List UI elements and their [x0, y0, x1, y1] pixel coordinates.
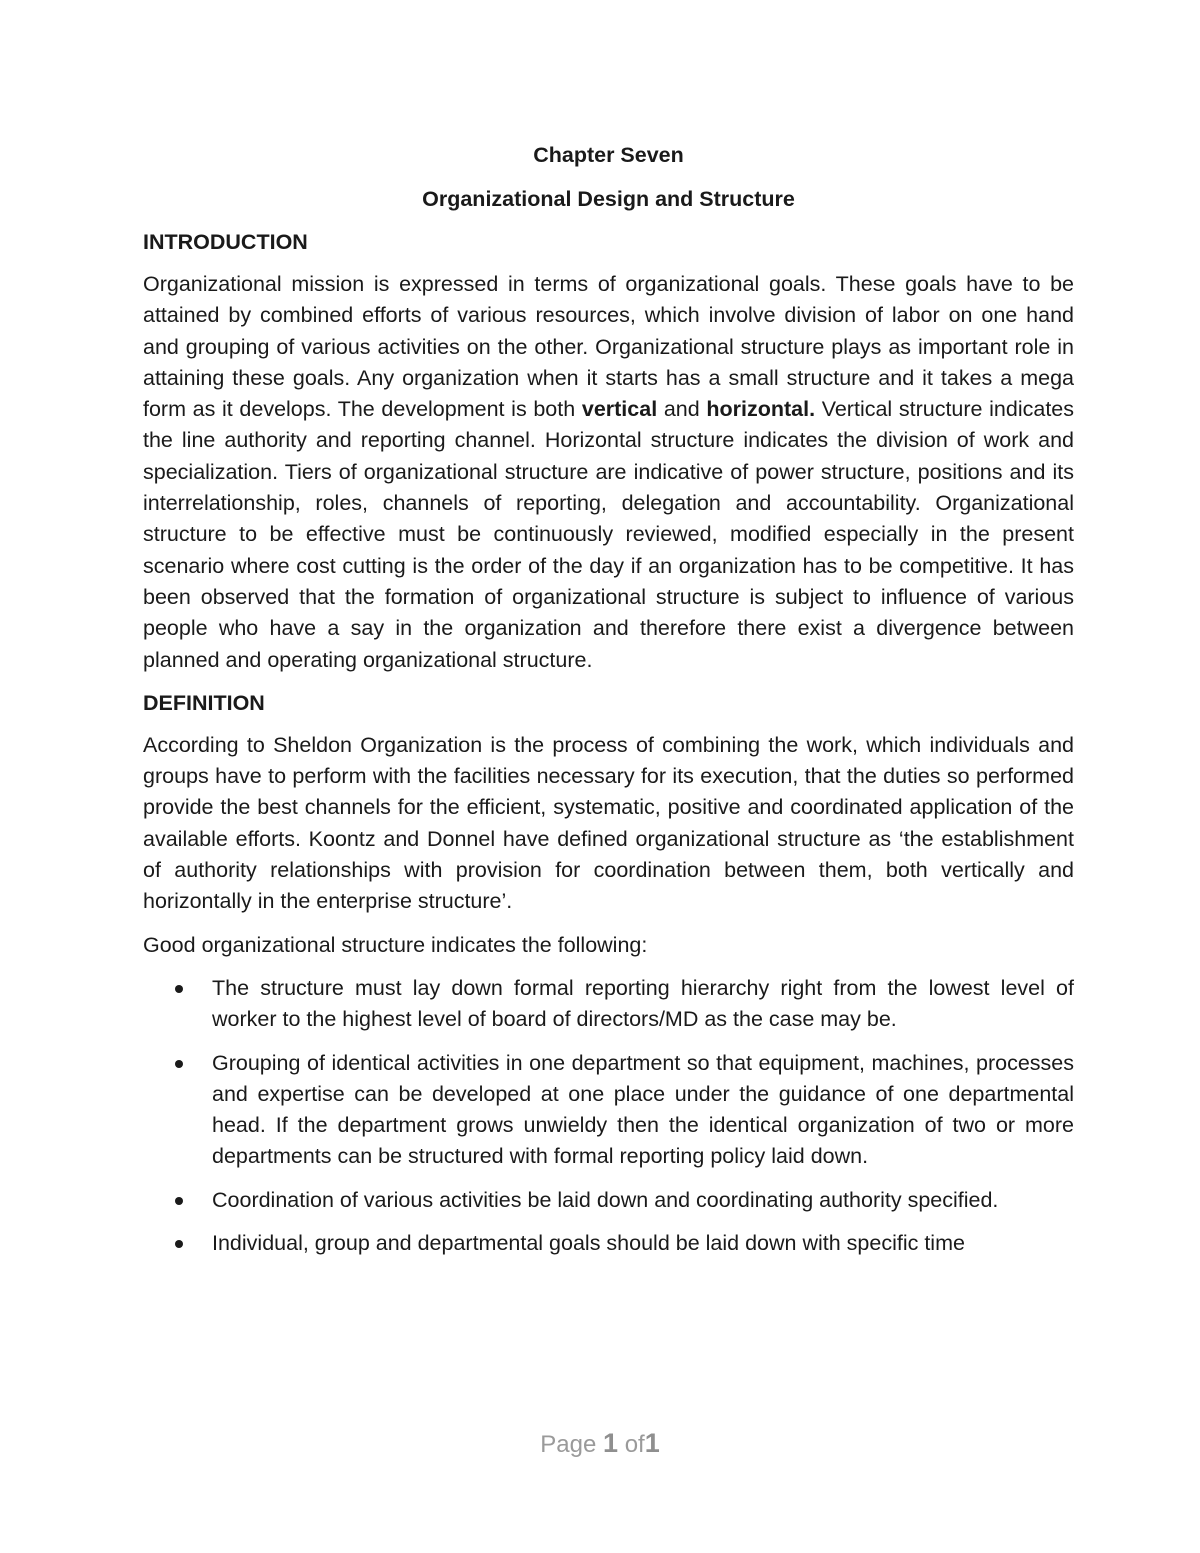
- list-lead-text: Good organizational structure indicates the following:: [143, 932, 648, 957]
- definition-paragraph: According to Sheldon Organization is the process of combining the work, which individuals and groups have to perform with the facilities necessary for its execution, that the duties so performed provide the best channels for the efficient, systematic, positive and coordinated application of the available efforts. Koontz and Donnel have defined organizational structure as ‘the establishment of authority relationships with provision for coordination between them, both vertically and horizontally in the enterprise structure’.: [143, 732, 1074, 914]
- introduction-paragraph: [143, 269, 1074, 676]
- intro-bold-horizontal: horizontal.: [706, 397, 816, 422]
- intro-text-part-2: and: [657, 397, 707, 422]
- bullet-icon: [175, 1240, 183, 1248]
- chapter-title: Chapter Seven: [533, 143, 684, 167]
- bullet-icon: [175, 1197, 183, 1205]
- chapter-subtitle: Organizational Design and Structure: [422, 187, 795, 211]
- document-page: [143, 140, 1074, 1271]
- list-item-text: Grouping of identical activities in one department so that equipment, machines, processes and expertise can be developed at one place under the guidance of one departmental head. If the department grows unwieldy then the identical organization of two or more departments can be structured with formal reporting policy laid down.: [212, 1050, 1074, 1169]
- intro-bold-vertical: vertical: [581, 397, 658, 422]
- bullet-icon: [175, 985, 183, 993]
- introduction-heading: INTRODUCTION: [143, 230, 308, 254]
- list-item-text: The structure must lay down formal reporting hierarchy right from the lowest level of worker to the highest level of board of directors/MD as the case may be.: [212, 975, 1074, 1032]
- page-word: Page: [540, 1431, 597, 1458]
- list-item-text: Individual, group and departmental goals should be laid down with specific time: [212, 1231, 965, 1256]
- list-item-text: Coordination of various activities be laid down and coordinating authority specified.: [212, 1187, 999, 1212]
- page-indicator: [0, 1423, 1200, 1465]
- structure-bullet-list: [143, 973, 1074, 1259]
- bullet-icon: [175, 1060, 183, 1068]
- intro-text-part-1: Organizational mission is expressed in terms of organizational goals. These goals have to be attained by combined efforts of various resources, which involve division of labor on one hand and grouping of various activities on the other. Organizational structure plays as important role in attaining these goals. Any organization when it starts has a small structure and it takes a mega form as it develops. The development is both: [143, 272, 1074, 422]
- list-item: [143, 1185, 1074, 1216]
- intro-text-part-3: Vertical structure indicates the line authority and reporting channel. Horizontal structure indicates the division of work and specialization. Tiers of organizational structure are indicative of power structure, positions and its interrelationship, roles, channels of reporting, delegation and accountability. Organizational structure to be effective must be continuously reviewed, modified especially in the present scenario where cost cutting is the order of the day if an organization has to be competitive. It has been observed that the formation of organizational structure is subject to influence of various people who have a say in the organization and therefore there exist a divergence between planned and operating organizational structure.: [143, 397, 1074, 672]
- total-pages-number: 1: [644, 1428, 660, 1458]
- list-item: [143, 973, 1074, 1036]
- of-word: of: [624, 1431, 645, 1458]
- list-item: [143, 1228, 1074, 1259]
- list-item: [143, 1048, 1074, 1173]
- current-page-number: 1: [602, 1428, 619, 1458]
- definition-heading: DEFINITION: [143, 690, 265, 715]
